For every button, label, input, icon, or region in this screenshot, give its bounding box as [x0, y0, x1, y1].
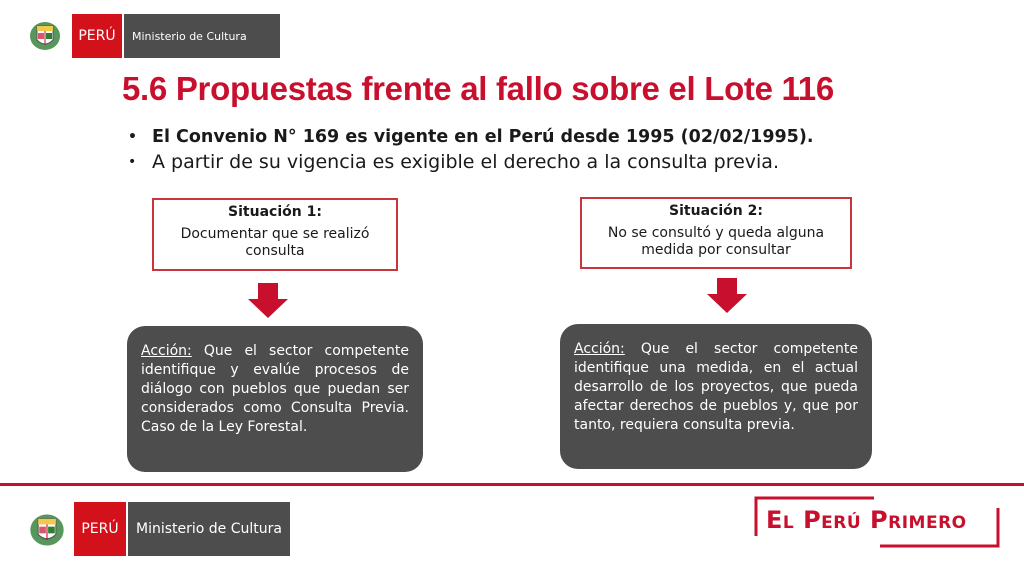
footer-logo	[28, 502, 290, 556]
arrow-down-icon	[707, 278, 747, 314]
slogan-logo	[754, 496, 1000, 548]
arrow-down-icon	[248, 283, 288, 319]
action-2-text: Que el sector competente identifique una medida, en el actual desarrollo de los proyectos, que pueda afectar derechos de pueblos y, que por tanto, requiera consulta previa.	[574, 341, 858, 433]
bullet-text: El Convenio N° 169 es vigente en el Perú desde 1995 (02/02/1995).	[152, 127, 814, 147]
ministry-badge	[124, 14, 280, 58]
peru-badge	[74, 502, 126, 556]
situation-2-body: No se consultó y queda alguna medida por consultar	[607, 225, 825, 258]
bullet-item	[128, 125, 948, 150]
coat-of-arms-icon	[28, 510, 66, 550]
action-1-text: Que el sector competente identifique y evalúe procesos de diálogo con pueblos que puedan ser considerados como Consulta Previa. Caso de la Ley Forestal.	[141, 343, 409, 435]
peru-label: PERÚ	[78, 28, 116, 44]
coat-of-arms-icon	[28, 18, 62, 54]
situation-1-body: Documentar que se realizó consulta	[180, 226, 370, 259]
action-1-label: Acción:	[141, 343, 192, 359]
situation-1-title: Situación 1:	[228, 204, 322, 220]
action-1-box	[127, 326, 423, 472]
bullet-item	[128, 150, 948, 175]
situation-2-box	[580, 197, 852, 269]
slogan-text: El Perú Primero	[766, 506, 967, 534]
header-logo	[28, 14, 280, 58]
ministry-label: Ministerio de Cultura	[132, 29, 247, 43]
bullet-list	[128, 125, 948, 175]
peru-badge	[72, 14, 122, 58]
situation-1-box	[152, 198, 398, 271]
situation-2-title: Situación 2:	[669, 203, 763, 219]
action-2-label: Acción:	[574, 341, 625, 357]
footer-divider	[0, 483, 1024, 486]
ministry-badge	[128, 502, 290, 556]
bullet-text: A partir de su vigencia es exigible el derecho a la consulta previa.	[152, 151, 779, 173]
bullet-dot-icon: •	[128, 154, 137, 170]
slide-title: 5.6 Propuestas frente al fallo sobre el Lote 116	[122, 70, 834, 107]
action-2-box	[560, 324, 872, 469]
bullet-dot-icon: •	[128, 129, 137, 145]
peru-label: PERÚ	[81, 521, 119, 537]
ministry-label: Ministerio de Cultura	[136, 521, 282, 537]
